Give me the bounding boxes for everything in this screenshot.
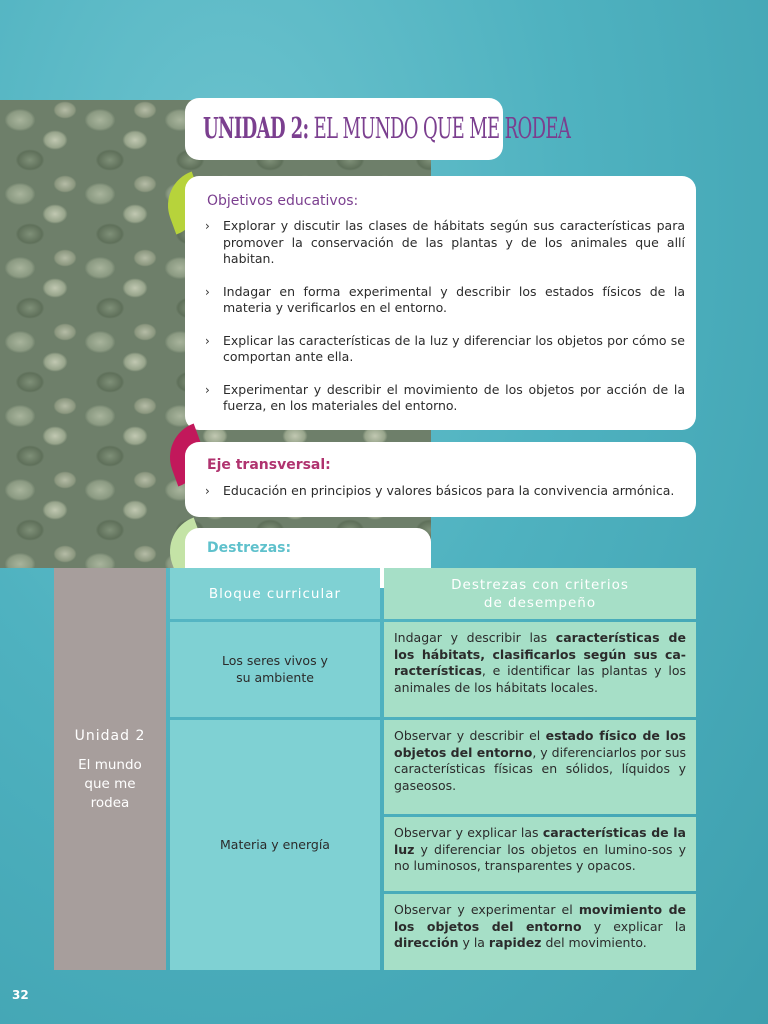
list-item: › Indagar en forma experimental y describir los estados físicos de la materia y verificarlos en el entorno.: [205, 283, 685, 315]
bold-text: rapidez: [488, 935, 542, 950]
unit-title-box: [185, 98, 571, 160]
text: y diferenciar los objetos en lumino-sos y no luminosos, transparentes y opacos.: [394, 841, 686, 873]
list-item: › Educación en principios y valores básicos para la convivencia armónica.: [205, 483, 675, 498]
text: del movimiento.: [541, 935, 647, 950]
unit-name: El mundo que me rodea: [78, 757, 142, 811]
chevron-right-icon: ›: [205, 284, 210, 299]
text: , y diferenciarlos por sus características físicas en sólidos, líquidos y gaseosos.: [394, 744, 686, 793]
list-item: › Explicar las características de la luz y diferenciar los objetos por cómo se comportan ante ella.: [205, 332, 685, 364]
destreza-row: [384, 622, 696, 717]
unit-title: UNIDAD 2: EL MUNDO QUE ME RODEA: [203, 111, 571, 145]
skills-heading: Destrezas:: [207, 540, 292, 556]
bold-text: características de la luz: [394, 825, 686, 857]
destreza-row: [384, 894, 696, 970]
text: y explicar la: [581, 918, 686, 934]
list-item: › Explorar y discutir las clases de hábitats según sus características para promover la conservación de las plantas y de los animales que allí habitan.: [205, 218, 685, 266]
text: , e identificar las plantas y los animales de los hábitats locales.: [394, 663, 686, 695]
bold-text: movimiento de los objetos del entorno: [394, 902, 686, 934]
bold-text: estado físico de los objetos del entorno: [394, 728, 686, 760]
objectives-heading: Objetivos educativos:: [207, 193, 359, 209]
bloque-seres-vivos: Los seres vivos y su ambiente: [170, 622, 380, 717]
chevron-right-icon: ›: [205, 382, 210, 397]
chevron-right-icon: ›: [205, 333, 210, 348]
text: Observar y explicar las: [394, 825, 543, 840]
list-item: › Experimentar y describir el movimiento de los objetos por acción de la fuerza, en los materiales del entorno.: [205, 381, 685, 413]
destreza-row: [384, 817, 696, 891]
bold-text: dirección: [394, 935, 459, 950]
objectives-list: [205, 218, 685, 431]
unit-label: Unidad 2: [74, 728, 146, 744]
page-number: 32: [12, 988, 29, 1002]
header-destrezas: Destrezas con criterios de desempeño: [384, 568, 696, 619]
objectives-card: [185, 176, 696, 430]
header-bloque: Bloque curricular: [170, 568, 380, 619]
text: y la: [458, 935, 489, 950]
chevron-right-icon: ›: [205, 484, 210, 498]
text: Indagar y describir las: [394, 630, 556, 645]
bloque-materia-energia: Materia y energía: [170, 720, 380, 970]
transversal-card: [185, 442, 696, 517]
text: Observar y experimentar el: [394, 902, 579, 917]
transversal-list: [205, 483, 685, 516]
chevron-right-icon: ›: [205, 219, 210, 233]
unit-column: [54, 568, 166, 970]
transversal-heading: Eje transversal:: [207, 457, 331, 473]
destreza-row: [384, 720, 696, 814]
bold-text: características de los hábitats, clasificarlos según sus ca-racterísticas: [394, 630, 686, 678]
text: Observar y describir el: [394, 728, 546, 743]
